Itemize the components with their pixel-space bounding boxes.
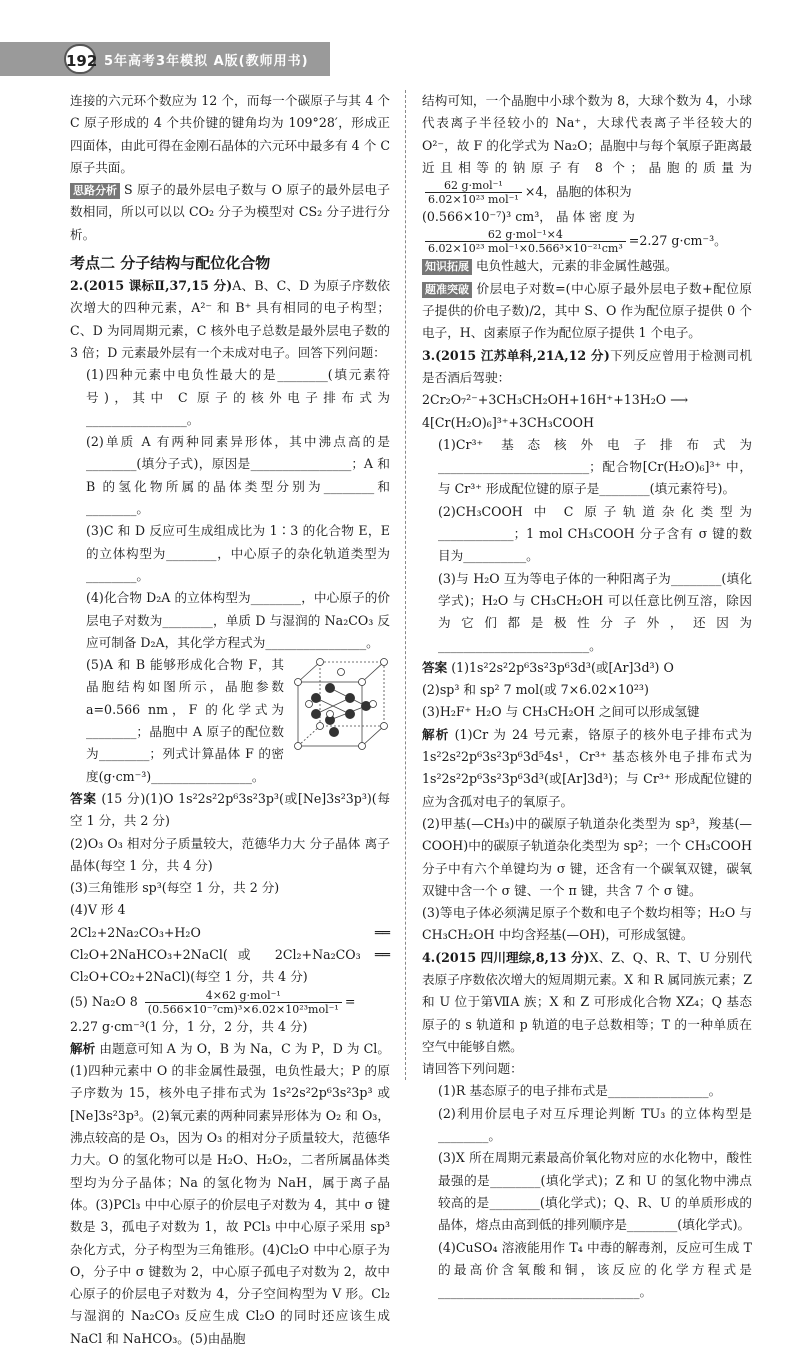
density-line bbox=[422, 228, 752, 255]
q2-stem-text: A、B、C、D 为原子序数依次增大的四种元素，A²⁻ 和 B⁺ 具有相同的电子构型；C、D 为同周期元素，C 核外电子总数是最外层电子数的 3 倍；D 元素最外层有一个未成对电子。回答下列问题： bbox=[70, 278, 390, 360]
answer-line-1 bbox=[70, 788, 390, 833]
explain-text: 由题意可知 A 为 O，B 为 Na，C 为 P，D 为 Cl。(1)四种元素中 O 的非金属性最强，电负性最大；P 的原子序数为 15，核外电子排布式为 1s²2s²2p⁶3s²3p³ 或[Ne]3s²3p³。(2)氧元素的两种同素异形体为 O₂ 和 O₃，沸点较高的是 O₃，因为 O₃ 的相对分子质量较大，范德华力大。O 的氢化物可以是 H₂O、H₂O₂，二者所属晶体类型均为分子晶体；Na 的氢化物为 NaH，属于离子晶体。(3)PCl₃ 中中心原子的价层电子对数为 4，其中 σ 键数是 3，孤电子对数为 1，故 PCl₃ 中中心原子采用 sp³ 杂化方式，分子构型为三角锥形。(4)Cl₂O 中中心原子为 O，分子中 σ 键数为 2，中心原子孤电子对数为 2，故中心原子的价层电子对数为 4，分子空间构型为 V 形。Cl₂ 与湿润的 Na₂CO₃ 反应生成 Cl₂O 的同时还应该生成 NaCl 和 NaHCO₃。(5)由晶胞 bbox=[70, 1040, 390, 1346]
density-numerator: 62 g·mol⁻¹×4 bbox=[425, 228, 626, 242]
answer-line-3: (3)三角锥形 sp³(每空 1 分，共 2 分) bbox=[70, 880, 280, 896]
q2-part-3: (3)C 和 D 反应可生成组成比为 1∶3 的化合物 E，E 的立体构型为________，中心原子的杂化轨道类型为________。 bbox=[86, 523, 390, 583]
answer-line-6 bbox=[70, 989, 390, 1016]
answer-label: 答案 bbox=[70, 790, 97, 806]
mass-fraction bbox=[425, 179, 522, 206]
ans5-numerator: 4×62 g·mol⁻¹ bbox=[145, 989, 342, 1003]
intro-paragraph: 连接的六元环个数应为 12 个，而每一个碳原子与其 4 个 C 原子形成的 4 个共价键的键角均为 109°28′，形成正四面体，由此可得在金刚石晶体的六元环中最多有 4 个 C 原子共面。 bbox=[70, 93, 390, 175]
q4-part-4: (4)CuSO₄ 溶液能用作 T₄ 中毒的解毒剂，反应可生成 T 的最高价含氧酸和铜，该反应的化学方程式是________________________________。 bbox=[438, 1239, 752, 1300]
page-header bbox=[0, 42, 800, 76]
q2-part-4: (4)化合物 D₂A 的立体构型为________，中心原子的价层电子对数为________，单质 D 与湿润的 Na₂CO₃ 反应可制备 D₂A，其化学方程式为________________。 bbox=[86, 590, 390, 650]
q2-head: 2.(2015 课标Ⅱ,37,15 分) bbox=[70, 278, 233, 294]
q3-equation-1: 2Cr₂O₇²⁻+3CH₃CH₂OH+16H⁺+13H₂O ⟶ bbox=[422, 392, 689, 408]
q4-part-2: (2)利用价层电子对互斥理论判断 TU₃ 的立体构型是________。 bbox=[438, 1105, 752, 1144]
ans5-prefix: (5) Na₂O 8 bbox=[70, 993, 138, 1009]
ans5-suffix: = bbox=[344, 993, 356, 1009]
q3-stem-text: 下列反应曾用于检测司机是否酒后驾驶： bbox=[422, 347, 753, 385]
q3-stem bbox=[422, 345, 752, 390]
q3-equation-2: 4[Cr(H₂O)₆]³⁺+3CH₃COOH bbox=[422, 414, 594, 430]
zhishi-tag: 知识拓展 bbox=[422, 259, 472, 275]
zhishi-paragraph bbox=[422, 255, 752, 277]
q3-explain-text-1: (1)Cr 为 24 号元素，铬原子的核外电子排布式为 1s²2s²2p⁶3s²3p⁶3d⁵4s¹，Cr³⁺ 基态核外电子排布式为 1s²2s²2p⁶3s²3p⁶3d³(或[Ar]3d³)；与 Cr³⁺ 形成配位键的应为含孤对电子的氧原子。 bbox=[422, 726, 753, 809]
q3-explain-3: (3)等电子体必须满足原子个数和电子个数均相等；H₂O 与 CH₃CH₂OH 中均含羟基(—OH)，可形成氢键。 bbox=[422, 905, 752, 943]
q3-explain-label: 解析 bbox=[422, 726, 450, 742]
column-divider bbox=[405, 90, 406, 1080]
volume-line: (0.566×10⁻⁷)³ cm³， 晶 体 密 度 为 bbox=[422, 209, 635, 225]
q2-part-5-text: (5)A 和 B 能够形成化合物 F，其晶胞结构如图所示，晶胞参数 a=0.566 nm，F 的化学式为________；晶胞中 A 原子的配位数为________；列式计算晶体 F 的密度(g·cm⁻³)________________。 bbox=[86, 657, 284, 784]
q3-answer-text-1: (1)1s²2s²2p⁶3s²3p⁶3d³(或[Ar]3d³) O bbox=[451, 659, 674, 675]
answer-line-7: 2.27 g·cm⁻³(1 分，1 分，2 分，共 4 分) bbox=[70, 1018, 308, 1034]
silu-text: S 原子的最外层电子数与 O 原子的最外层电子数相同，所以可以以 CO₂ 分子为模型对 CS₂ 分子进行分析。 bbox=[70, 182, 390, 242]
left-column bbox=[70, 90, 390, 1350]
answer-line-2: (2)O₃ O₃ 相对分子质量较大，范德华力大 分子晶体 离子晶体(每空 1 分，共 4 分) bbox=[70, 835, 390, 873]
density-fraction bbox=[425, 228, 626, 255]
q3-answer-label: 答案 bbox=[422, 659, 448, 675]
q4-part-3: (3)X 所在周期元素最高价氧化物对应的水化物中，酸性最强的是________(填化学式)；Z 和 U 的氢化物中沸点较高的是________(填化学式)；Q、R、U 的单质形成的晶体，熔点由高到低的排列顺序是________(填化学式)。 bbox=[438, 1150, 752, 1233]
mass-numerator: 62 g·mol⁻¹ bbox=[425, 179, 522, 193]
q3-answer-2: (2)sp³ 和 sp² 7 mol(或 7×6.02×10²³) bbox=[422, 682, 649, 698]
q4-stem-text: X、Z、Q、R、T、U 分别代表原子序数依次增大的短周期元素。X 和 R 属同族元素；Z 和 U 位于第ⅦA 族；X 和 Z 可形成化合物 XZ₄；Q 基态原子的 s 轨道和 p 轨道的电子总数相等；T 的一种单质在空气中能够自燃。 bbox=[422, 949, 752, 1054]
crystal-cell-figure bbox=[290, 656, 390, 754]
ans5-denominator: (0.566×10⁻⁷cm)³×6.02×10²³mol⁻¹ bbox=[147, 1002, 339, 1016]
ans5-fraction bbox=[145, 989, 342, 1016]
q2-stem bbox=[70, 275, 390, 364]
density-tail: =2.27 g·cm⁻³。 bbox=[628, 233, 727, 249]
q4-stem bbox=[422, 947, 752, 1058]
tiqiao-tag: 题准突破 bbox=[422, 282, 472, 298]
right-column bbox=[422, 90, 752, 1303]
q4-head: 4.(2015 四川理综,8,13 分) bbox=[422, 949, 590, 965]
answer-line-5: 2Cl₂+2Na₂CO₃+H₂O ══ Cl₂O+2NaHCO₃+2NaCl(或 2Cl₂+Na₂CO₃ ══ Cl₂O+CO₂+2NaCl)(每空 1 分，共 4 分) bbox=[70, 924, 390, 985]
continuation-paragraph bbox=[422, 90, 752, 206]
tiqiao-text: 价层电子对数=(中心原子最外层电子数+配位原子提供的价电子数)/2，其中 S、O 作为配位原子提供 0 个电子，H、卤素原子作为配位原子提供 1 个电子。 bbox=[422, 280, 752, 341]
q3-part-1: (1)Cr³⁺ 基态核外电子排布式为________________________；配合物[Cr(H₂O)₆]³⁺ 中，与 Cr³⁺ 形成配位键的原子是________(填元素符号)。 bbox=[438, 436, 752, 497]
silu-tag: 思路分析 bbox=[70, 183, 120, 199]
q2-part-1: (1)四种元素中电负性最大的是________(填元素符号)，其中 C 原子的核外电子排布式为________________。 bbox=[86, 367, 390, 427]
answer-line-4: (4)V 形 4 bbox=[70, 902, 126, 918]
q2-part-2: (2)单质 A 有两种同素异形体，其中沸点高的是________(填分子式)，原因是________________；A 和 B 的氢化物所属的晶体类型分别为________和________。 bbox=[86, 434, 390, 517]
explain-paragraph bbox=[70, 1038, 390, 1350]
q3-part-3: (3)与 H₂O 互为等电子体的一种阳离子为________(填化学式)；H₂O 与 CH₃CH₂OH 可以任意比例互溶，除因为它们都是极性分子外，还因为________________________。 bbox=[438, 570, 752, 653]
q3-answer-1 bbox=[422, 657, 752, 679]
q2-part-5 bbox=[70, 654, 390, 788]
silu-paragraph bbox=[70, 179, 390, 246]
cont-text: 结构可知，一个晶胞中小球个数为 8，大球个数为 4，小球代表离子半径较小的 Na⁺，大球代表离子半径较大的 O²⁻，故 F 的化学式为 Na₂O；晶胞中与每个氧原子距离最近且相等的钠原子有 8 个；晶胞的质量为 bbox=[422, 93, 752, 175]
zhishi-text: 电负性越大，元素的非金属性越强。 bbox=[476, 258, 678, 274]
answer-text-1: (15 分)(1)O 1s²2s²2p⁶3s²3p³(或[Ne]3s²3p³)(每空 1 分，共 2 分) bbox=[70, 790, 391, 829]
mass-denominator: 6.02×10²³ mol⁻¹ bbox=[428, 193, 519, 207]
q3-head: 3.(2015 江苏单科,21A,12 分) bbox=[422, 347, 610, 363]
section-title: 考点二 分子结构与配位化合物 bbox=[70, 254, 271, 273]
explain-label: 解析 bbox=[70, 1040, 96, 1056]
q3-explain-1 bbox=[422, 724, 752, 813]
tiqiao-paragraph bbox=[422, 278, 752, 345]
density-denominator: 6.02×10²³ mol⁻¹×0.566³×10⁻²¹cm³ bbox=[428, 242, 623, 256]
q4-ask: 请回答下列问题： bbox=[422, 1061, 523, 1077]
page-number: 192 bbox=[64, 44, 96, 74]
book-title: 5年高考3年模拟 A版(教师用书) bbox=[104, 54, 309, 69]
q3-answer-3: (3)H₂F⁺ H₂O 与 CH₃CH₂OH 之间可以形成氢键 bbox=[422, 704, 700, 720]
mass-tail: ×4，晶胞的体积为 bbox=[524, 184, 632, 200]
q3-explain-2: (2)甲基(—CH₃)中的碳原子轨道杂化类型为 sp³，羧基(—COOH)中的碳原子轨道杂化类型为 sp²；一个 CH₃COOH 分子中有六个单键均为 σ 键，还含有一个碳氧双键，碳氧双键中含一个 σ 键、一个 π 键，共含 7 个 σ 键。 bbox=[422, 815, 752, 898]
q3-part-2: (2)CH₃COOH 中 C 原子轨道杂化类型为____________；1 mol CH₃COOH 分子含有 σ 键的数目为__________。 bbox=[438, 503, 752, 564]
q4-part-1: (1)R 基态原子的电子排布式是________________。 bbox=[438, 1083, 722, 1099]
